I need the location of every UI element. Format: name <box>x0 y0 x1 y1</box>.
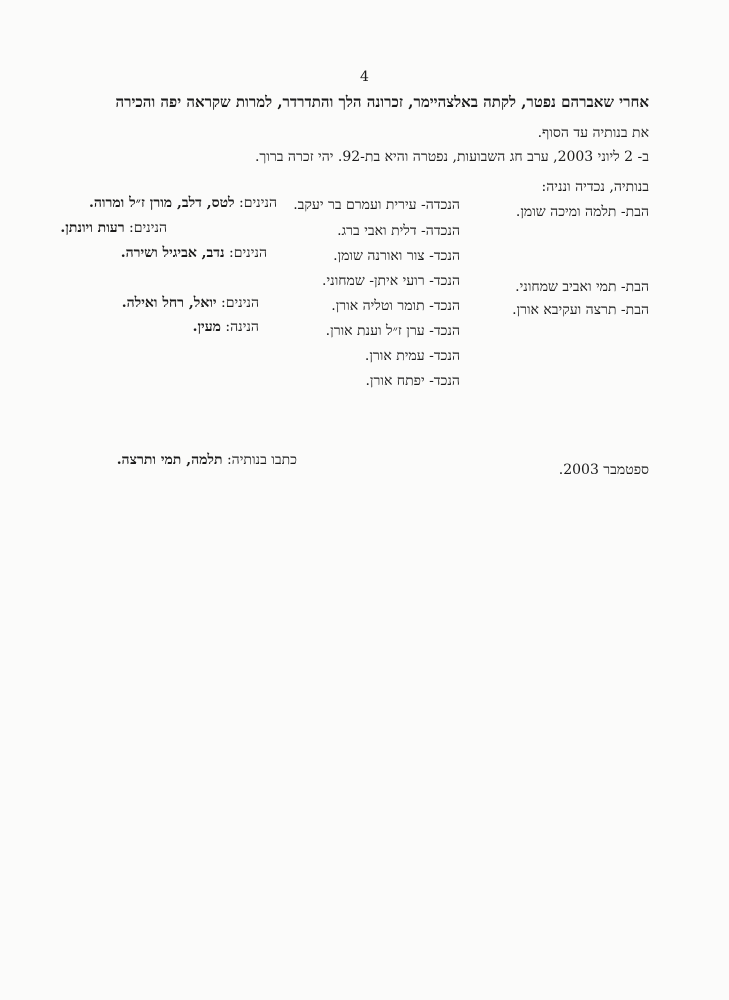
great-grandchildren-item <box>193 318 259 336</box>
footer-written-by-names: תלמה, תמי ותרצה. <box>116 452 223 468</box>
daughter-item: הבת- תמי ואביב שמחוני. <box>515 279 649 295</box>
grandchild-item: הנכדה- דלית ואבי ברג. <box>337 223 460 239</box>
great-grandchildren-names: מעין. <box>192 319 221 335</box>
great-grandchildren-prefix: הנינה: <box>220 319 259 335</box>
grandchild-item: הנכד- צור ואורנה שומן. <box>333 248 460 264</box>
great-grandchildren-names: רעות ויונתן. <box>60 220 125 236</box>
great-grandchildren-item <box>121 244 267 262</box>
grandchild-item: הנכד- תומר וטליה אורן. <box>331 298 460 314</box>
great-grandchildren-item <box>60 219 167 237</box>
great-grandchildren-names: יואל, רחל ואילה. <box>121 295 217 311</box>
footer-date: ספטמבר 2003. <box>558 462 649 478</box>
daughter-item: הבת- תלמה ומיכה שומן. <box>515 204 649 220</box>
grandchild-item: הנכד- עמית אורן. <box>364 348 460 364</box>
daughter-item: הבת- תרצה ועקיבא אורן. <box>512 302 649 318</box>
great-grandchildren-prefix: הנינים: <box>234 195 277 211</box>
footer-written-by <box>117 451 297 469</box>
grandchild-item: הנכד- רועי איתן- שמחוני. <box>322 273 460 289</box>
intro-line-2: את בנותיה עד הסוף. <box>537 125 649 141</box>
footer-written-by-prefix: כתבו בנותיה: <box>222 452 297 468</box>
intro-line-1: אחרי שאברהם נפטר, לקתה באלצהיימר, זכרונה הלך והתדרדר, למרות שקראה יפה והכירה <box>115 93 649 111</box>
great-grandchildren-names: נדב, אביגיל ושירה. <box>120 245 225 261</box>
grandchild-item: הנכדה- עירית ועמרם בר יעקב. <box>293 197 460 213</box>
great-grandchildren-names: לטס, דלב, מורן ז״ל ומרוה. <box>88 195 235 211</box>
great-grandchildren-prefix: הנינים: <box>124 220 167 236</box>
intro-line-3: ב- 2 ליוני 2003, ערב חג השבועות, נפטרה והיא בת-92. יהי זכרה ברוך. <box>254 149 649 165</box>
great-grandchildren-prefix: הנינים: <box>216 295 259 311</box>
great-grandchildren-item <box>89 194 277 212</box>
page-number: 4 <box>360 69 369 85</box>
great-grandchildren-prefix: הנינים: <box>224 245 267 261</box>
section-heading: בנותיה, נכדיה ונניה: <box>541 179 649 195</box>
great-grandchildren-item <box>122 294 259 312</box>
grandchild-item: הנכד- ערן ז״ל וענת אורן. <box>325 323 460 339</box>
grandchild-item: הנכד- יפתח אורן. <box>365 373 460 389</box>
